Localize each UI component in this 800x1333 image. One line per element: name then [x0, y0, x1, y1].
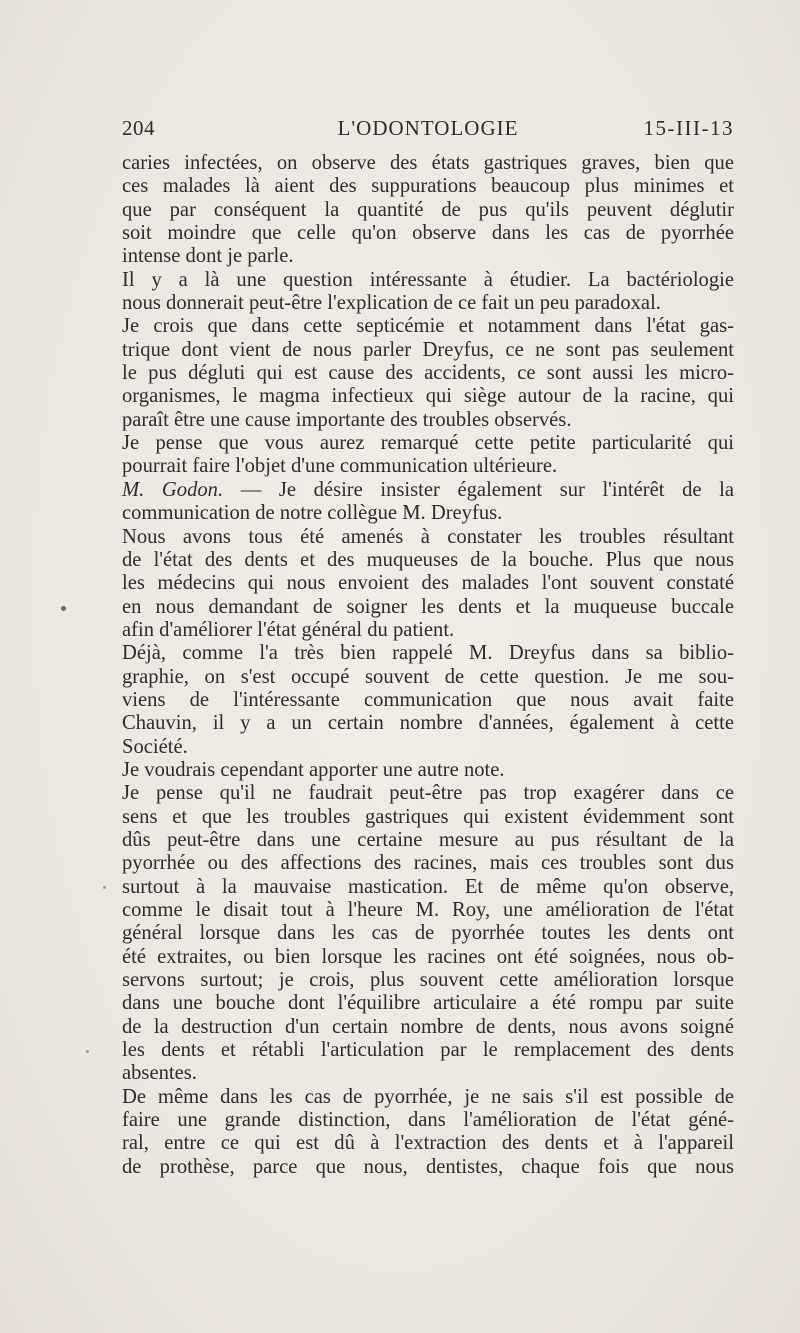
paragraph	[122, 759, 734, 782]
text-line	[122, 1156, 734, 1179]
line-text: Nous avons tous été amenés à constater les troubles résultant	[122, 525, 734, 548]
paragraph	[122, 315, 734, 432]
ink-speck	[86, 1050, 89, 1053]
text-line	[122, 152, 734, 175]
line-text: les médecins qui nous envoient des malades l'ont souvent constaté	[122, 572, 734, 595]
text-line	[122, 1016, 734, 1039]
line-text: comme le disait tout à l'heure M. Roy, une amélioration de l'état	[122, 899, 734, 921]
line-text: Je pense qu'il ne faudrait peut-être pas trop exagérer dans ce	[122, 782, 734, 805]
text-line	[122, 829, 734, 852]
running-title: L'ODONTOLOGIE	[337, 116, 519, 140]
text-line	[122, 455, 734, 478]
paragraph	[122, 782, 734, 1085]
issue-date: 15-III-13	[643, 116, 734, 140]
line-text: Chauvin, il y a un certain nombre d'années, également à cette	[122, 712, 734, 735]
text-line	[122, 596, 734, 619]
line-text: organismes, le magma infectieux qui siège autour de la racine, qui	[122, 385, 734, 408]
text-line	[122, 385, 734, 408]
line-text: Déjà, comme l'a très bien rappelé M. Dreyfus dans sa biblio-	[122, 642, 734, 665]
ink-speck	[103, 886, 106, 889]
text-line	[122, 479, 734, 502]
line-text: viens de l'intéressante communication que nous avait faite	[122, 688, 734, 711]
line-text: Je crois que dans cette septicémie et notamment dans l'état gas-	[122, 315, 734, 338]
paragraph	[122, 526, 734, 643]
line-text: pourrait faire l'objet d'une communication ultérieure.	[122, 455, 558, 478]
line-text: absentes.	[122, 1062, 197, 1085]
line-text: intense dont je parle.	[122, 245, 294, 268]
text-line	[122, 852, 734, 875]
line-text: faire une grande distinction, dans l'amélioration de l'état géné-	[122, 1109, 734, 1132]
line-text: graphie, on s'est occupé souvent de cette question. Je me sou-	[122, 665, 734, 688]
text-line	[122, 315, 734, 338]
text-line	[122, 1086, 734, 1109]
line-text: été extraites, ou bien lorsque les racines ont été soignées, nous ob-	[122, 945, 734, 968]
line-text: de l'état des dents et des muqueuses de la bouche. Plus que nous	[122, 548, 734, 571]
line-text: paraît être une cause importante des troubles observés.	[122, 408, 572, 431]
text-line	[122, 712, 734, 735]
text-line	[122, 245, 734, 268]
text-line	[122, 969, 734, 992]
line-text: en nous demandant de soigner les dents et la muqueuse buccale	[122, 595, 734, 618]
text-line	[122, 1132, 734, 1155]
line-text: de la destruction d'un certain nombre de dents, nous avons soigné	[122, 1015, 734, 1038]
text-line	[122, 736, 734, 759]
line-text: ral, entre ce qui est dû à l'extraction des dents et à l'appareil	[122, 1132, 734, 1155]
paragraph	[122, 269, 734, 316]
text-line	[122, 502, 734, 525]
text-line	[122, 1039, 734, 1062]
page-header	[122, 116, 734, 146]
text-line	[122, 292, 734, 315]
line-text: De même dans les cas de pyorrhée, je ne sais s'il est possible de	[122, 1085, 734, 1108]
line-text: les dents et rétabli l'articulation par le remplacement des dents	[122, 1039, 734, 1062]
text-line	[122, 689, 734, 712]
text-line	[122, 1109, 734, 1132]
paragraph	[122, 642, 734, 759]
line-text: caries infectées, on observe des états gastriques graves, bien que	[122, 152, 734, 174]
text-line	[122, 269, 734, 292]
line-text: Il y a là une question intéressante à étudier. La bactériologie	[122, 268, 734, 291]
paragraph	[122, 152, 734, 269]
text-line	[122, 782, 734, 805]
line-text: dans une bouche dont l'équilibre articulaire a été rompu par suite	[122, 992, 734, 1015]
line-text: Je voudrais cependant apporter une autre note.	[122, 758, 505, 781]
line-text: de prothèse, parce que nous, dentistes, chaque fois que nous	[122, 1155, 734, 1178]
text-line	[122, 526, 734, 549]
body-text	[122, 152, 734, 1179]
text-line	[122, 619, 734, 642]
text-line	[122, 222, 734, 245]
text-line	[122, 432, 734, 455]
line-text: soit moindre que celle qu'on observe dans les cas de pyorrhée	[122, 222, 734, 245]
line-text: ces malades là aient des suppurations beaucoup plus minimes et	[122, 175, 734, 198]
line-text: le pus dégluti qui est cause des accidents, ce sont aussi les micro-	[122, 362, 734, 385]
line-text: dûs peut-être dans une certaine mesure au pus résultant de la	[122, 828, 734, 851]
line-text: Société.	[122, 735, 188, 758]
text-line	[122, 1062, 734, 1085]
paragraph	[122, 479, 734, 526]
text-line	[122, 409, 734, 432]
line-text: afin d'améliorer l'état général du patient.	[122, 618, 455, 641]
line-text: — Je désire insister également sur l'intérêt de la	[223, 478, 734, 501]
text-line	[122, 549, 734, 572]
text-line	[122, 572, 734, 595]
text-line	[122, 992, 734, 1015]
text-line	[122, 362, 734, 385]
text-line	[122, 199, 734, 222]
line-text: surtout à la mauvaise mastication. Et de même qu'on observe,	[122, 875, 734, 898]
text-line	[122, 642, 734, 665]
ink-speck	[61, 606, 66, 611]
text-line	[122, 946, 734, 969]
line-text: pyorrhée ou des affections des racines, mais ces troubles sont dus	[122, 852, 734, 875]
line-text: sens et que les troubles gastriques qui existent évidemment sont	[122, 805, 734, 828]
line-text: général lorsque dans les cas de pyorrhée toutes les dents ont	[122, 922, 734, 945]
line-text: Je pense que vous aurez remarqué cette petite particularité qui	[122, 432, 734, 455]
text-line	[122, 806, 734, 829]
line-text: que par conséquent la quantité de pus qu'ils peuvent déglutir	[122, 198, 734, 221]
line-text: trique dont vient de nous parler Dreyfus, ce ne sont pas seulement	[122, 338, 734, 361]
text-line	[122, 876, 734, 899]
line-text: nous donnerait peut-être l'explication de ce fait un peu paradoxal.	[122, 292, 661, 315]
text-line	[122, 175, 734, 198]
paragraph	[122, 1086, 734, 1179]
text-line	[122, 666, 734, 689]
paragraph	[122, 432, 734, 479]
page-number: 204	[122, 116, 155, 140]
text-line	[122, 899, 734, 922]
text-line	[122, 922, 734, 945]
line-text: communication de notre collègue M. Dreyfus.	[122, 502, 503, 525]
text-line	[122, 339, 734, 362]
speaker-name: M. Godon.	[122, 478, 224, 501]
text-line	[122, 759, 734, 782]
line-text: servons surtout; je crois, plus souvent cette amélioration lorsque	[122, 969, 734, 992]
